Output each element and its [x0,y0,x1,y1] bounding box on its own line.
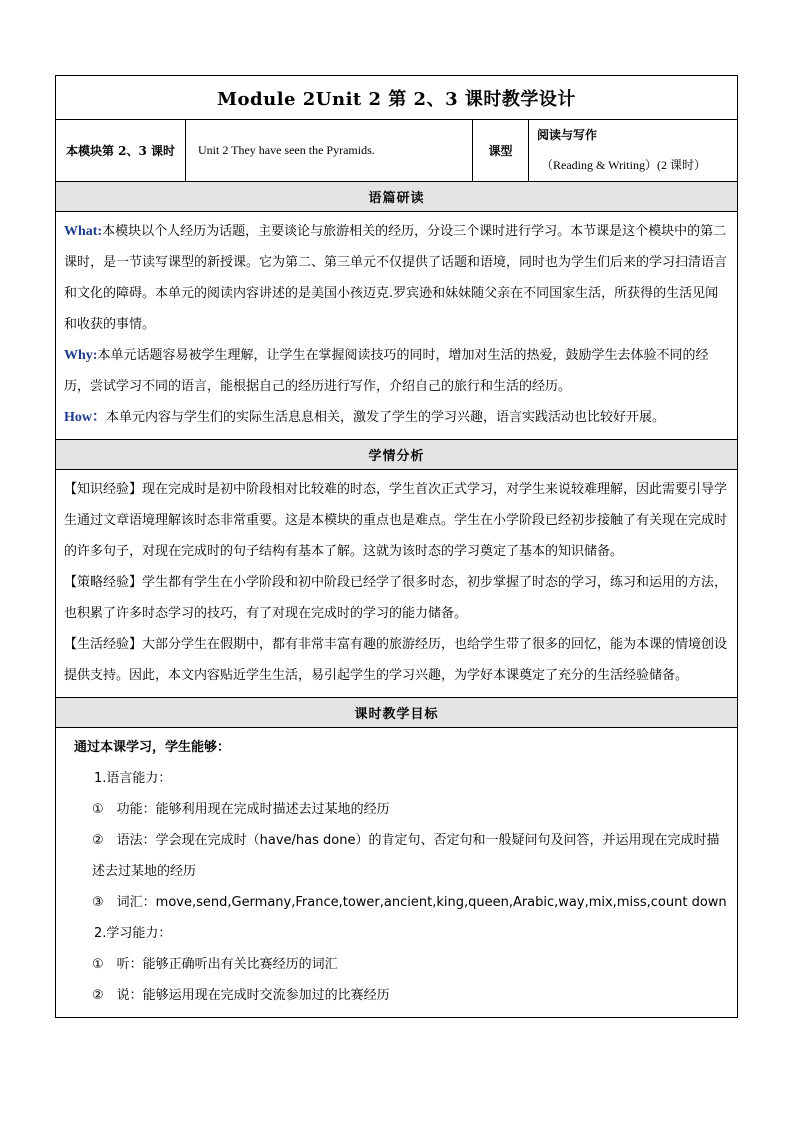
how-text: 本单元内容与学生们的实际生活息息相关，激发了学生的学习兴趣，语言实践活动也比较好开展。 [106,410,666,425]
info-row [56,120,737,182]
section-heading-learner: 学情分析 [56,440,737,470]
learning-ability-title: 2.学习能力： [94,926,172,941]
lesson-type-cell [529,120,737,181]
what-paragraph [64,216,729,340]
lesson-plan-table [55,75,738,1018]
why-text: 本单元话题容易被学生理解，让学生在掌握阅读技巧的同时，增加对生活的热爱，鼓励学生去体验不同的经历，尝试学习不同的语言，能根据自己的经历进行写作，介绍自己的旅行和生活的经历。 [64,348,709,394]
what-text: 本模块以个人经历为话题，主要谈论与旅游相关的经历，分设三个课时进行学习。本节课是这个模块中的第二课时，是一节读写课型的新授课。它为第二、第三单元不仅提供了话题和语境，同时也为学生们后来的学习扫清语言和文化的障碍。本单元的阅读内容讲述的是美国小孩迈克.罗宾逊和妹妹随父亲在不同国家生活，所获得的生活见闻和收获的事情。 [64,224,728,332]
section-heading-objectives: 课时教学目标 [56,698,737,728]
what-label: What: [64,224,103,239]
lesson-type-line2: （Reading & Writing）(2 课时） [541,158,706,172]
objective-item: ① 功能：能够利用现在完成时描述去过某地的经历 [92,802,390,817]
objective-item: ① 听：能够正确听出有关比赛经历的词汇 [92,957,338,972]
lesson-type-label: 课型 [473,120,529,181]
learner-body [56,470,737,698]
how-label: How： [64,410,106,425]
lesson-type-line1: 阅读与写作 [537,128,598,142]
objective-item: ③ 词汇：move,send,Germany,France,tower,ancient,king,queen,Arabic,way,mix,miss,count down [92,895,727,910]
why-paragraph [64,340,729,402]
language-ability-title: 1.语言能力： [94,771,172,786]
life-paragraph: 【生活经验】大部分学生在假期中，都有非常丰富有趣的旅游经历，也给学生带了很多的回忆，能为本课的情境创设提供支持。因此，本文内容贴近学生生活，易引起学生的学习兴趣，为学好本课奠定了充分的生活经验储备。 [64,637,728,683]
objectives-lead: 通过本课学习，学生能够： [74,740,231,755]
text-study-body [56,212,737,440]
knowledge-paragraph: 【知识经验】现在完成时是初中阶段相对比较难的时态，学生首次正式学习，对学生来说较难理解，因此需要引导学生通过文章语境理解该时态非常重要。这是本模块的重点也是难点。学生在小学阶段已经初步接触了有关现在完成时的许多句子，对现在完成时的句子结构有基本了解。这就为该时态的学习奠定了基本的知识储备。 [64,482,728,559]
section-heading-text-study: 语篇研读 [56,182,737,212]
period-cell: 本模块第 2、3 课时 [56,120,186,181]
strategy-paragraph: 【策略经验】学生都有学生在小学阶段和初中阶段已经学了很多时态，初步掌握了时态的学习，练习和运用的方法，也积累了许多时态学习的技巧，有了对现在完成时的学习的能力储备。 [64,575,728,621]
how-paragraph [64,402,729,433]
objective-item: ② 语法：学会现在完成时（have/has done）的肯定句、否定句和一般疑问句及问答，并运用现在完成时描述去过某地的经历 [92,833,720,879]
unit-title-cell: Unit 2 They have seen the Pyramids. [186,120,473,181]
objective-item: ② 说：能够运用现在完成时交流参加过的比赛经历 [92,988,390,1003]
objectives-body [56,728,737,1018]
why-label: Why: [64,348,98,363]
document-title: Module 2Unit 2 第 2、3 课时教学设计 [56,76,737,120]
